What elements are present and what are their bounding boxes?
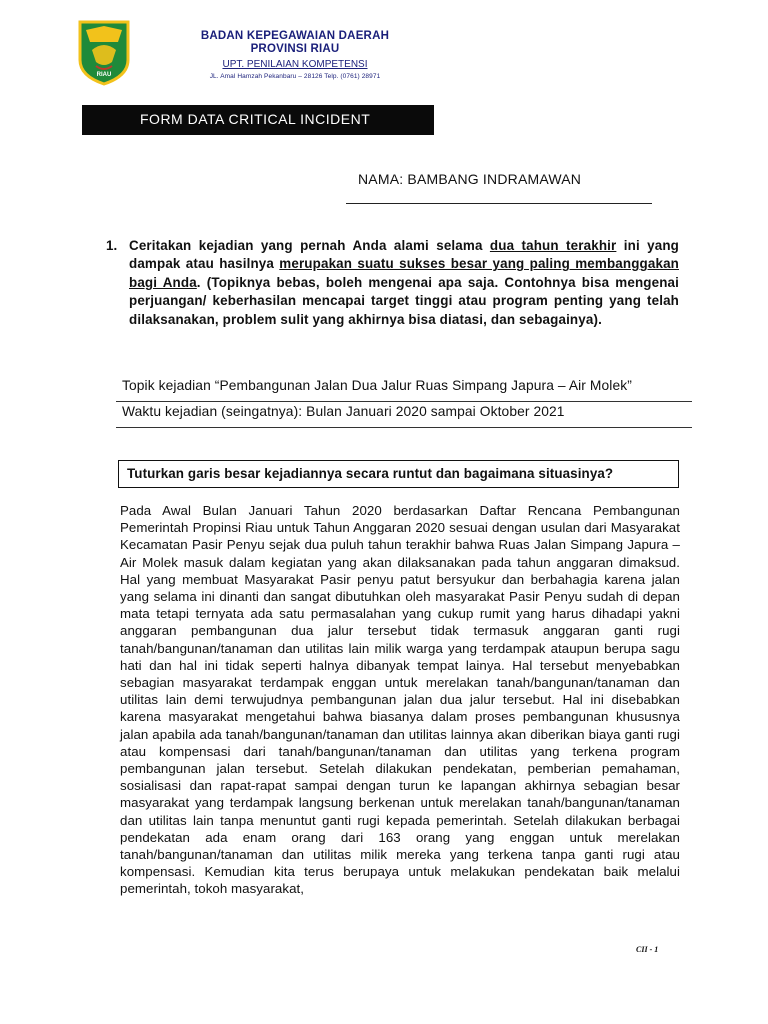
question-text	[129, 237, 679, 329]
question-number: 1.	[106, 238, 118, 253]
question-part-2: ini yang dampak atau hasilnya	[129, 238, 680, 272]
org-unit: UPT. PENILAIAN KOMPETENSI	[222, 59, 368, 70]
question-underline-2: merupakan suatu sukses besar yang paling membanggakan bagi Anda	[129, 256, 679, 290]
org-address: JL. Amal Hamzah Pekanbaru – 28126 Telp. (0761) 28971	[209, 73, 381, 80]
logo-label: RIAU	[96, 72, 112, 78]
question-part-1: Ceritakan kejadian yang pernah Anda alami selama	[129, 238, 490, 253]
topic-divider	[116, 401, 692, 402]
incident-topic: Topik kejadian “Pembangunan Jalan Dua Jalur Ruas Simpang Japura – Air Molek”	[122, 378, 632, 393]
incident-time: Waktu kejadian (seingatnya): Bulan Januari 2020 sampai Oktober 2021	[122, 404, 565, 419]
name-label: NAMA: BAMBANG INDRAMAWAN	[358, 171, 582, 187]
name-underline	[346, 203, 652, 204]
time-divider	[116, 427, 692, 428]
narrative-body: Pada Awal Bulan Januari Tahun 2020 berdasarkan Daftar Rencana Pembangunan Pemerintah Propinsi Riau untuk Tahun Anggaran 2020 sesuai dengan usulan dari Masyarakat Kecamatan Pasir Penyu sejak dua puluh tahun terakhir bahwa Ruas Jalan Simpang Japura – Air Molek masuk dalam kegiatan yang akan dilaksanakan pada tahun anggaran dimaksud. Hal yang membuat Masyarakat Pasir penyu patut bersyukur dan berbahagia karena jalan yang selama ini dinanti dan sangat dibutuhkan oleh masyarakat Pasir Penyu sudah di depan mata tetapi ternyata ada satu permasalahan yang cukup rumit yang harus dihadapi yakni anggaran pembangunan dua jalur tersebut tidak termasuk anggaran ganti rugi tanah/bangunan/tanaman dan utilitas lain milik warga yang terdampak ataupun berupa sagu hati dan hal ini tidak seperti halnya dibanyak tempat lainya. Hal tersebut menyebabkan sebagian masyarakat terdampak enggan untuk merelakan tanah/bangunan/tanaman dan utilitas lain demi terwujudnya pembangunan jalan dua jalur tersebut. Hal ini disebabkan karena masyarakat mengetahui bahwa biasanya dalam proses pembangunan khususnya jalan apabila ada tanah/bangunan/tanaman dan utilitas lainnya akan diberikan biaya ganti rugi atau kompensasi dari tanah/bangunan/tanaman dan utilitas yang terkena program pembangunan jalan tersebut. Setelah dilakukan pendekatan, pemberian pemahaman, sosialisasi dan rapat-rapat sampai dengan turun ke lapangan akhirnya sebagian besar masyarakat yang terdampak langsung berkenan untuk merelakan tanah/bangunan/tanaman dan utilitas lain tanpa menuntut ganti rugi kepada pemerintah. Setelah dilakukan berbagai pendekatan ada enam orang dari 163 orang yang enggan untuk merelakan tanah/bangunan/tanaman dan utilitas milik mereka yang terkena tanpa ganti rugi atau kompensasi. Kemudian kita terus berupaya untuk melakukan pendekatan baik melalui pemerintah, tokoh masyarakat,	[120, 503, 680, 897]
page-footer-code: CII - 1	[636, 945, 659, 954]
org-province: PROVINSI RIAU	[250, 43, 340, 55]
org-name: BADAN KEPEGAWAIAN DAERAH	[200, 30, 390, 42]
form-title-banner: FORM DATA CRITICAL INCIDENT	[82, 105, 434, 135]
letterhead	[150, 30, 440, 81]
riau-emblem-logo	[78, 20, 130, 86]
narrative-prompt-box: Tuturkan garis besar kejadiannya secara runtut dan bagaimana situasinya?	[118, 460, 679, 488]
question-part-3: . (Topiknya bebas, boleh mengenai apa saja. Contohnya bisa mengenai perjuangan/ keberhasilan mencapai target tinggi atau program penting yang telah dilaksanakan, problem sulit yang akhirnya bisa diatasi, dan sebagainya).	[129, 274, 679, 327]
question-underline-1: dua tahun terakhir	[489, 238, 617, 253]
